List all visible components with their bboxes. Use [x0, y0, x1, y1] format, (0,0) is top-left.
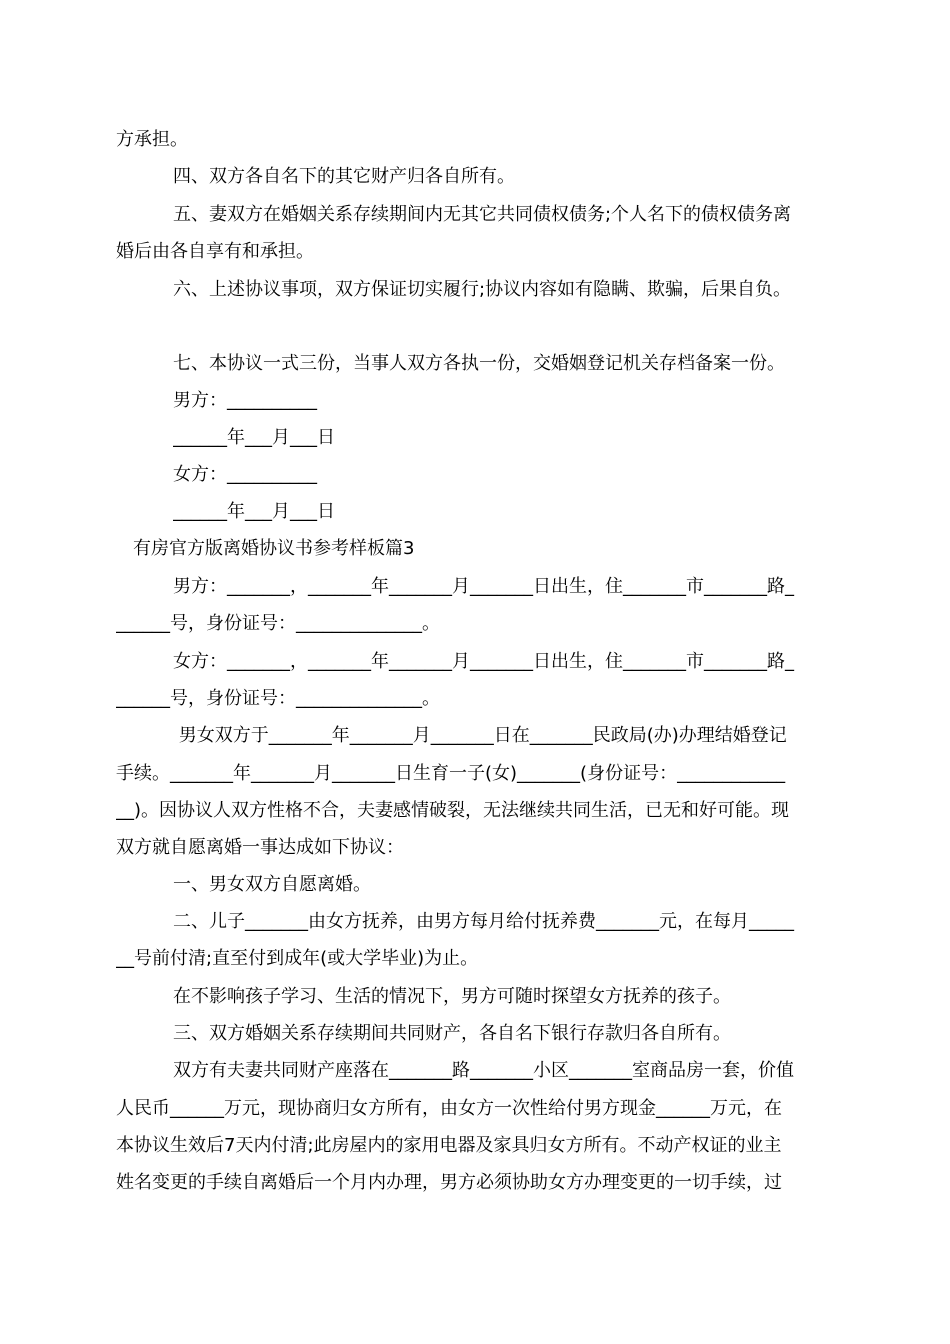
text-line: 三、双方婚姻关系存续期间共同财产，各自名下银行存款归各自所有。 [173, 1023, 731, 1044]
signature-line-male: 男方：__________ [173, 390, 317, 411]
text-line: 手续。_______年_______月_______日生育一子(女)_______(身份证号：____________ [116, 763, 786, 784]
text-line: __号前付清;直至付到成年(或大学毕业)为止。 [116, 948, 479, 969]
text-line: 四、双方各自名下的其它财产归各自所有。 [173, 166, 515, 187]
text-line: ______号，身份证号：______________。 [116, 688, 440, 709]
text-line: 一、男女双方自愿离婚。 [173, 874, 371, 895]
text-line: 双方就自愿离婚一事达成如下协议： [116, 837, 404, 858]
text-line: 二、儿子_______由女方抚养，由男方每月给付抚养费_______元，在每月_____ [173, 911, 794, 932]
text-line: 男女双方于_______年_______月_______日在_______民政局(办)办理结婚登记 [173, 725, 787, 746]
text-line: 六、上述协议事项，双方保证切实履行;协议内容如有隐瞒、欺骗，后果自负。 [173, 279, 792, 300]
text-line: 男方：_______，_______年_______月_______日出生，住_______市_______路_ [173, 576, 794, 597]
text-line: 姓名变更的手续自离婚后一个月内办理，男方必须协助女方办理变更的一切手续，过 [116, 1172, 782, 1193]
text-line: 婚后由各自享有和承担。 [116, 241, 314, 262]
text-line: __)。因协议人双方性格不合，夫妻感情破裂，无法继续共同生活，已无和好可能。现 [116, 800, 790, 821]
text-line: 在不影响孩子学习、生活的情况下，男方可随时探望女方抚养的孩子。 [173, 986, 731, 1007]
date-line: ______年___月___日 [173, 501, 335, 522]
text-line: 五、妻双方在婚姻关系存续期间内无其它共同债权债务;个人名下的债权债务离 [173, 204, 792, 225]
text-line: 方承担。 [116, 129, 188, 150]
text-line: 双方有夫妻共同财产座落在_______路_______小区_______室商品房一套，价值 [173, 1060, 794, 1081]
text-line: 七、本协议一式三份，当事人双方各执一份，交婚姻登记机关存档备案一份。 [173, 353, 785, 374]
date-line: ______年___月___日 [173, 427, 335, 448]
text-line: 人民币______万元，现协商归女方所有，由女方一次性给付男方现金______万元，在 [116, 1098, 782, 1119]
text-line: 女方：_______，_______年_______月_______日出生，住_______市_______路_ [173, 651, 794, 672]
text-line: ______号，身份证号：______________。 [116, 613, 440, 634]
text-line: 本协议生效后7天内付清;此房屋内的家用电器及家具归女方所有。不动产权证的业主 [116, 1135, 782, 1156]
signature-line-female: 女方：__________ [173, 464, 317, 485]
section-title: 有房官方版离婚协议书参考样板篇3 [133, 538, 415, 559]
